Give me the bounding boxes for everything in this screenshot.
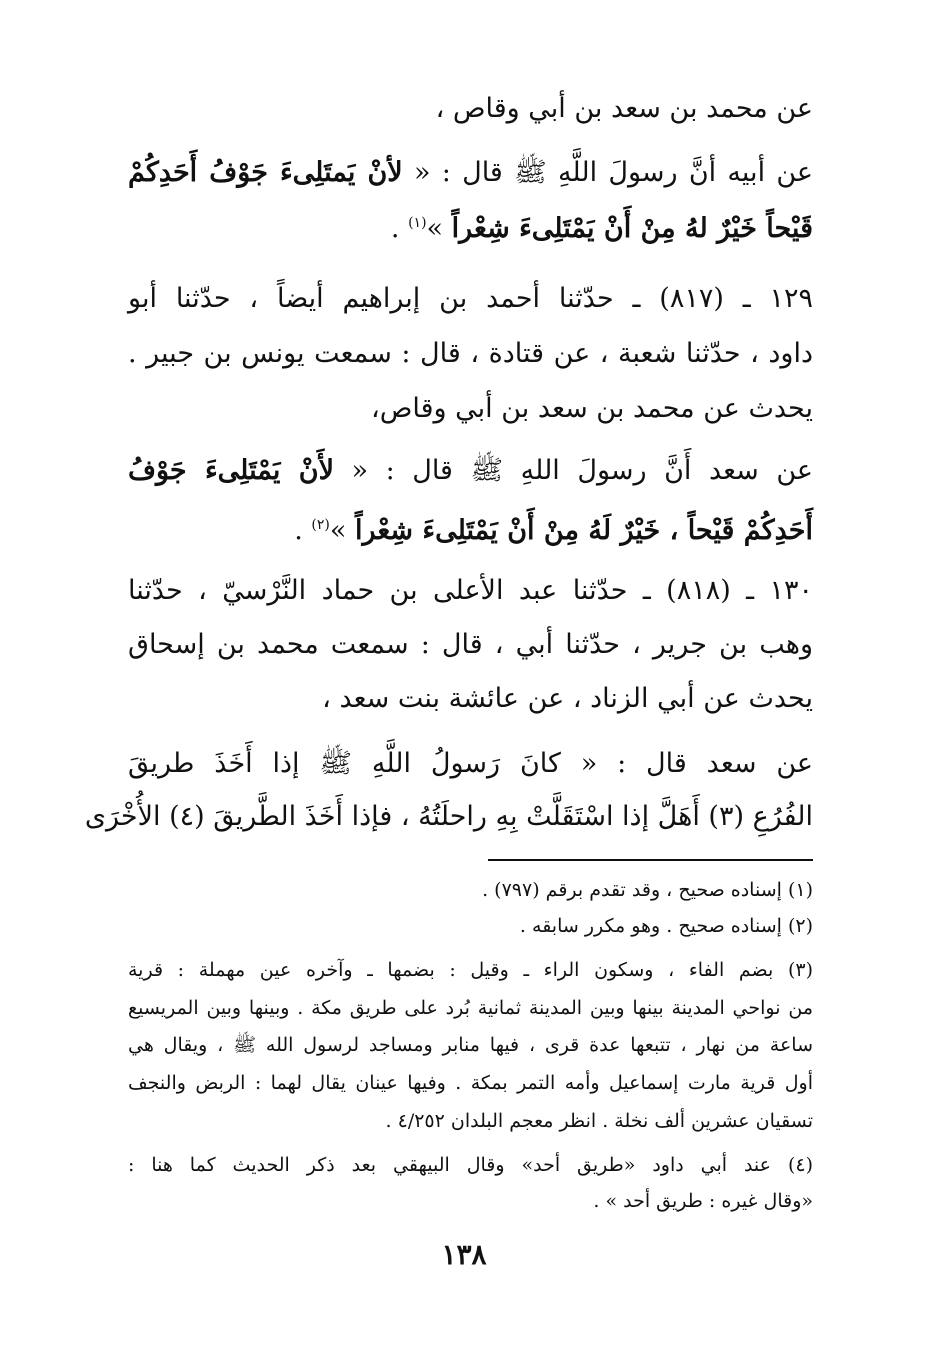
text-line [128,446,813,496]
quote-close: » [329,515,355,546]
line-lead: عن أبيه أنَّ رسولَ اللَّهِ ﷺ قال : « [402,157,813,188]
footnote-line: «وقال غيره : طريق أحد » . [593,1190,813,1212]
line-end: . [294,515,312,546]
text-line: داود ، حدّثنا شعبة ، عن قتادة ، قال : سمعت يونس بن جبير . [128,338,813,369]
footnote-line: أول قرية مارت إسماعيل وأمه التمر بمكة . وفيها عينان يقال لهما : الربض والنجف [128,1072,813,1094]
text-line: ١٣٠ ـ (٨١٨) ـ حدّثنا عبد الأعلى بن حماد النَّرْسيّ ، حدّثنا [128,575,814,606]
footnote-line: (٤) عند أبي داود «طريق أحد» وقال البيهقي بعد ذكر الحديث كما هنا : [128,1154,813,1176]
hadith-text: لأَنْ يَمْتَلِىءَ جَوْفُ [128,455,334,486]
line-end: . [390,213,409,244]
text-line: عن سعد قال : « كانَ رَسولُ اللَّهِ ﷺ إذا أَخَذَ طريقَ [128,748,813,779]
text-line [294,500,813,550]
quote-close: » [426,213,452,244]
hadith-text: لأنْ يَمتَلِىءَ جَوْفُ أَحَدِكُمْ [128,157,403,188]
footnote-line: (٢) إسناده صحيح . وهو مكرر سابقه . [519,915,813,937]
text-line: ١٢٩ ـ (٨١٧) ـ حدّثنا أحمد بن إبراهيم أيضاً ، حدّثنا أبو [128,283,814,314]
footnote-line: من نواحي المدينة بينها وبين المدينة ثمانية بُرد على طريق مكة . وبينها وبين المريسيع [128,997,813,1019]
line-lead: عن سعد أَنَّ رسولَ اللهِ ﷺ قال : « [333,455,813,486]
text-line: الفُرُعِ (٣) أَهَلَّ إذا اسْتَقَلَّتْ بِهِ راحلَتُهُ ، فإذا أَخَذَ الطَّريقَ (٤) الأُخْرَى [84,801,813,832]
hadith-text: أَحَدِكُمْ قَيْحاً ، خَيْرٌ لَهُ مِنْ أَنْ يَمْتَلِىءَ شِعْراً [354,515,813,546]
footnote-ref[interactable]: (٢) [311,517,330,533]
footnote-line: (٣) بضم الفاء ، وسكون الراء ـ وقيل : بضمها ـ وآخره عين مهملة : قرية [128,959,813,981]
footnote-ref[interactable]: (١) [408,215,427,231]
hadith-text: قَيْحاً خَيْرٌ لهُ مِنْ أَنْ يَمْتَلِىءَ شِعْراً [451,213,813,244]
footnote-divider [488,859,813,861]
text-line: وهب بن جرير ، حدّثنا أبي ، قال : سمعت محمد بن إسحاق [128,629,813,660]
footnote-line: ساعة من نهار ، تتبعها عدة قرى ، فيها منابر ومساجد لرسول الله ﷺ ، ويقال هي [128,1034,813,1056]
footnote-line: (١) إسناده صحيح ، وقد تقدم برقم (٧٩٧) . [482,879,813,901]
page-number: ١٣٨ [441,1238,487,1271]
text-line [128,148,813,198]
text-line: يحدث عن أبي الزناد ، عن عائشة بنت سعد ، [322,683,813,714]
footnote-line: تسقيان عشرين ألف نخلة . انظر معجم البلدان ٤/٢٥٢ . [385,1110,813,1132]
text-line: عن محمد بن سعد بن أبي وقاص ، [435,93,813,124]
text-line [391,198,813,248]
text-line: يحدث عن محمد بن سعد بن أبي وقاص، [371,393,813,424]
